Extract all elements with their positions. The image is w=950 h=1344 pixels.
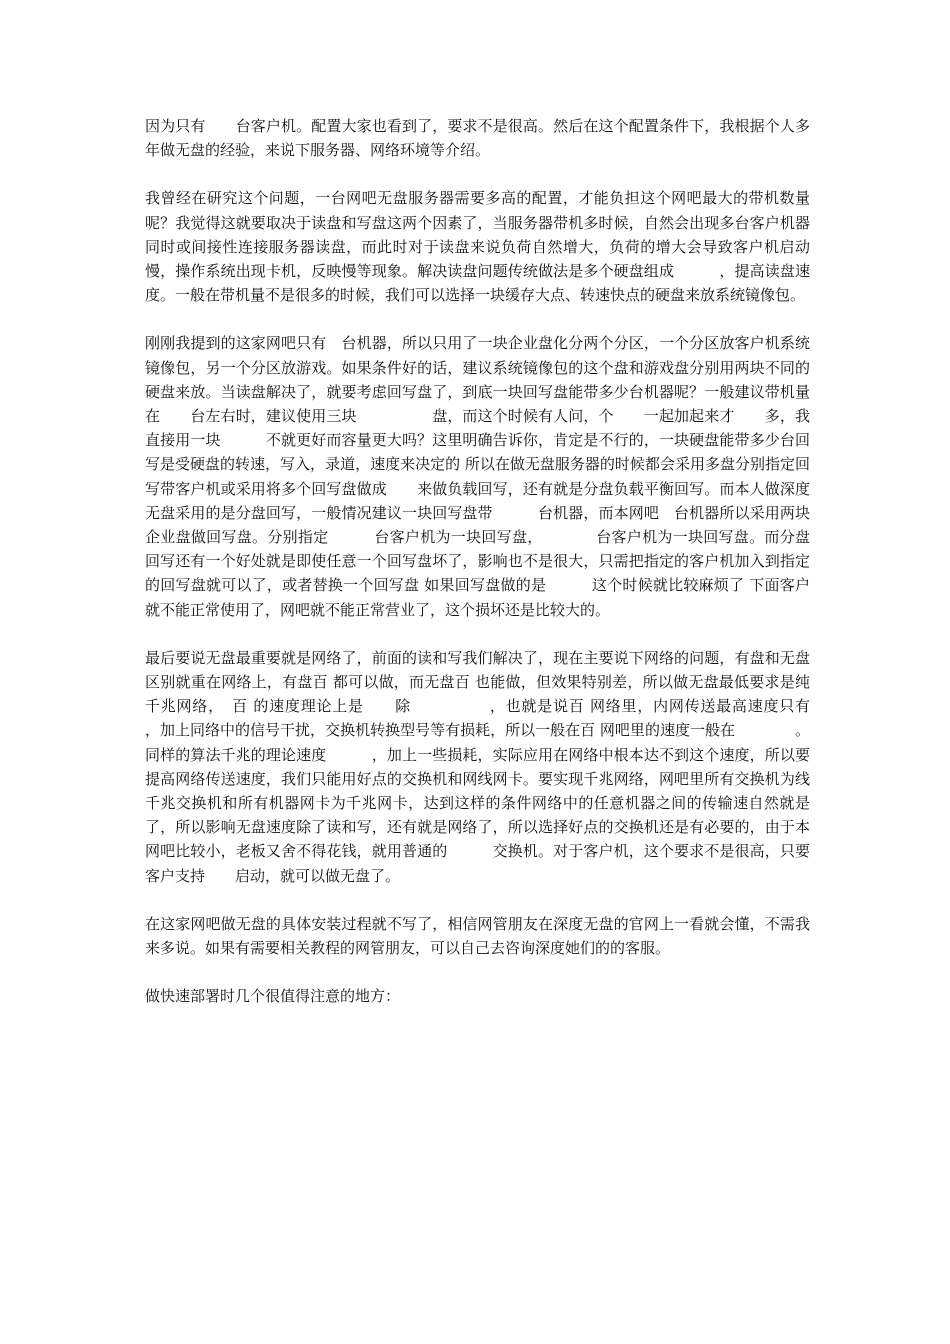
document-body — [145, 114, 871, 1009]
paragraph-network: 最后要说无盘最重要就是网络了，前面的读和写我们解决了，现在主要说下网络的问题，有盘和无盘区别就重在网络上，有盘百 都可以做，而无盘百 也能做，但效果特别差，所以做无盘最低要求是纯千兆网络， 百 的速度理论上是 除 ，也就是说百 网络里，内网传送最高速度只有 ，加上同络中的信号干扰，交换机转换型号等有损耗，所以一般在百 网吧里的速度一般在 。同样的算法千兆的理论速度 ，加上一些损耗，实际应用在网络中根本达不到这个速度，所以要提高网络传送速度，我们只能用好点的交换机和网线网卡。要实现千兆网络，网吧里所有交换机为线千兆交换机和所有机器网卡为千兆网卡，达到这样的条件网络中的任意机器之间的传输速自然就是 了，所以影响无盘速度除了读和写，还有就是网络了，所以选择好点的交换机还是有必要的，由于本网吧比较小，老板又舍不得花钱，就用普通的 交换机。对于客户机，这个要求不是很高，只要客户支持 启动，就可以做无盘了。 — [145, 648, 871, 885]
paragraph-installation: 在这家网吧做无盘的具体安装过程就不写了，相信网管朋友在深度无盘的官网上一看就会懂，不需我来多说。如果有需要相关教程的网管朋友，可以自己去咨询深度她们的的客服。 — [145, 914, 810, 958]
paragraph-server-read-disk: 我曾经在研究这个问题，一台网吧无盘服务器需要多高的配置，才能负担这个网吧最大的带机数量呢？我觉得这就要取决于读盘和写盘这两个因素了，当服务器带机多时候，自然会出现多台客户机器同时或间接性连接服务器读盘，而此时对于读盘来说负荷自然增大，负荷的增大会导致客户机启动慢，操作系统出现卡机，反映慢等现象。解决读盘问题传统做法是多个硬盘组成 ，提高读盘速度。一般在带机量不是很多的时候，我们可以选择一块缓存大点、转速快点的硬盘来放系统镜像包。 — [145, 189, 810, 305]
paragraph-client-count: 因为只有 台客户机。配置大家也看到了，要求不是很高。然后在这个配置条件下，我根据个人多年做无盘的经验，来说下服务器、网络环境等介绍。 — [145, 117, 810, 160]
paragraph-writeback-disk: 刚刚我提到的这家网吧只有 台机器，所以只用了一块企业盘化分两个分区，一个分区放客户机系统镜像包，另一个分区放游戏。如果条件好的话，建议系统镜像包的这个盘和游戏盘分别用两块不同的硬盘来放。当读盘解决了，就要考虑回写盘了，到底一块回写盘能带多少台机器呢？一般建议带机量在 台左右时，建议使用三块 盘，而这个时候有人问，个 一起加起来才 多，我直接用一块 不就更好而容量更大吗？这里明确告诉你，肯定是不行的，一块硬盘能带多少台回写是受硬盘的转速，写入，录道，速度来决定的 所以在做无盘服务器的时候都会采用多盘分别指定回写带客户机或采用将多个回写盘做成 来做负载回写，还有就是分盘负载平衡回写。而本人做深度无盘采用的是分盘回写，一般情况建议一块回写盘带 台机器，而本网吧 台机器所以采用两块企业盘做回写盘。分别指定 台客户机为一块回写盘， 台客户机为一块回写盘。而分盘回写还有一个好处就是即使任意一个回写盘坏了，影响也不是很大，只需把指定的客户机加入到指定的回写盘就可以了，或者替换一个回写盘 如果回写盘做的是 这个时候就比较麻烦了 下面客户就不能正常使用了，网吧就不能正常营业了，这个损坏还是比较大的。 — [145, 334, 810, 619]
paragraph-deployment-notes-heading: 做快速部署时几个很值得注意的地方： — [145, 987, 401, 1006]
